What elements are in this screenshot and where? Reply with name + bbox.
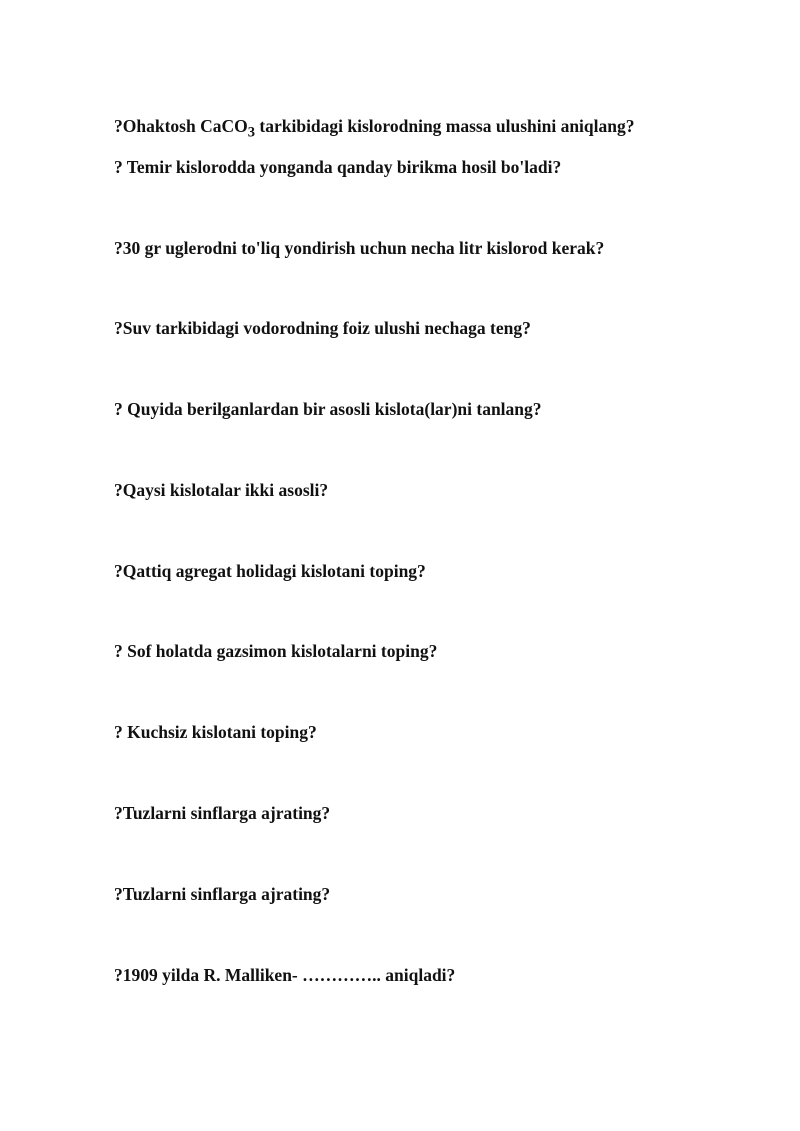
question-5: ? Quyida berilganlardan bir asosli kislota(lar)ni tanlang? <box>114 399 542 419</box>
question-9: ? Kuchsiz kislotani toping? <box>114 722 317 742</box>
question-1-text-end: tarkibidagi kislorodning massa ulushini aniqlang? <box>255 116 635 136</box>
question-1-subscript: 3 <box>247 124 256 141</box>
question-12: ?1909 yilda R. Malliken- ………….. aniqladi? <box>114 965 456 985</box>
question-6: ?Qaysi kislotalar ikki asosli? <box>114 480 329 500</box>
question-10: ?Tuzlarni sinflarga ajrating? <box>114 803 331 823</box>
question-2: ? Temir kislorodda yonganda qanday birikma hosil bo'ladi? <box>114 157 562 177</box>
question-3: ?30 gr uglerodni to'liq yondirish uchun necha litr kislorod kerak? <box>114 238 605 258</box>
question-8: ? Sof holatda gazsimon kislotalarni toping? <box>114 641 438 661</box>
question-7: ?Qattiq agregat holidagi kislotani toping? <box>114 561 426 581</box>
question-1 <box>114 115 635 144</box>
question-11: ?Tuzlarni sinflarga ajrating? <box>114 884 331 904</box>
question-4: ?Suv tarkibidagi vodorodning foiz ulushi nechaga teng? <box>114 318 531 338</box>
question-1-text-start: ?Ohaktosh CaCO <box>114 116 248 136</box>
